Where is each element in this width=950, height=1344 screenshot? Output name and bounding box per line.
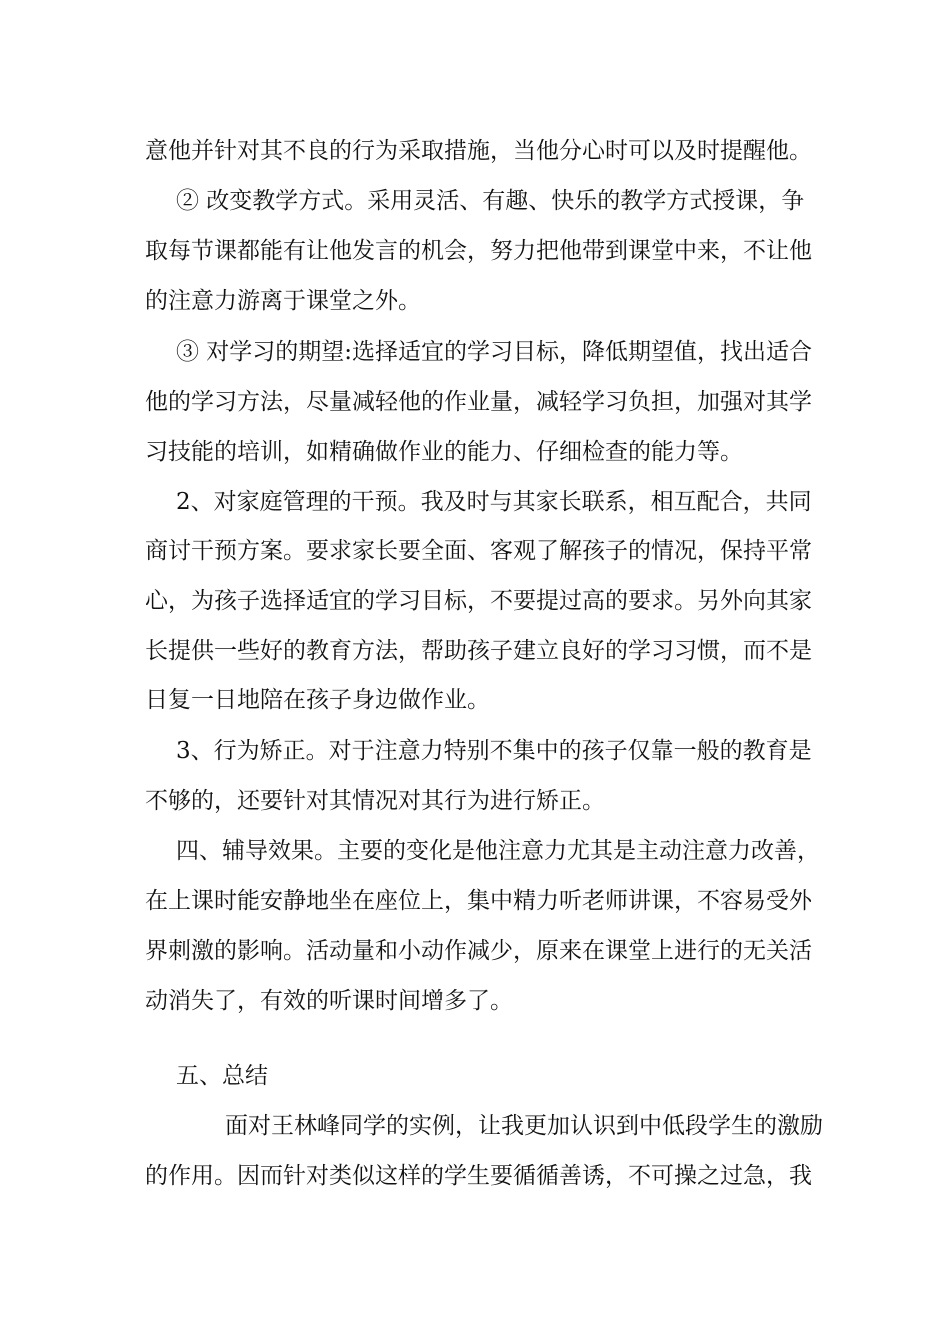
text-line: 不够的，还要针对其情况对其行为进行矫正。 [145,788,605,814]
text-line: 2、对家庭管理的干预。我及时与其家长联系，相互配合，共同 [176,489,812,515]
text-line: 的注意力游离于课堂之外。 [145,288,421,314]
text-line: 长提供一些好的教育方法，帮助孩子建立良好的学习习惯，而不是 [145,638,812,664]
text-line: 他的学习方法，尽量减轻他的作业量，减轻学习负担，加强对其学 [145,389,812,415]
section-heading: 五、总结 [176,1063,268,1089]
text-line: 面对王林峰同学的实例，让我更加认识到中低段学生的激励 [225,1113,823,1139]
text-line: 意他并针对其不良的行为采取措施，当他分心时可以及时提醒他。 [145,138,812,164]
text-line: 心，为孩子选择适宜的学习目标，不要提过高的要求。另外向其家 [145,588,812,614]
text-line: 商讨干预方案。要求家长要全面、客观了解孩子的情况，保持平常 [145,538,812,564]
text-line: 在上课时能安静地坐在座位上，集中精力听老师讲课，不容易受外 [145,888,812,914]
text-line: 四、辅导效果。主要的变化是他注意力尤其是主动注意力改善， [176,838,820,864]
text-line: 界刺激的影响。活动量和小动作减少，原来在课堂上进行的无关活 [145,938,812,964]
text-line: 取每节课都能有让他发言的机会，努力把他带到课堂中来，不让他 [145,238,812,264]
text-line: 3、行为矫正。对于注意力特别不集中的孩子仅靠一般的教育是 [176,738,812,764]
text-line: ② 改变教学方式。采用灵活、有趣、快乐的教学方式授课，争 [176,188,805,214]
text-line: 动消失了，有效的听课时间增多了。 [145,988,513,1014]
text-line: 日复一日地陪在孩子身边做作业。 [145,687,490,713]
text-line: 的作用。因而针对类似这样的学生要循循善诱，不可操之过急，我 [145,1163,812,1189]
text-line: 习技能的培训，如精确做作业的能力、仔细检查的能力等。 [145,439,743,465]
text-line: ③ 对学习的期望:选择适宜的学习目标，降低期望值，找出适合 [176,339,813,365]
